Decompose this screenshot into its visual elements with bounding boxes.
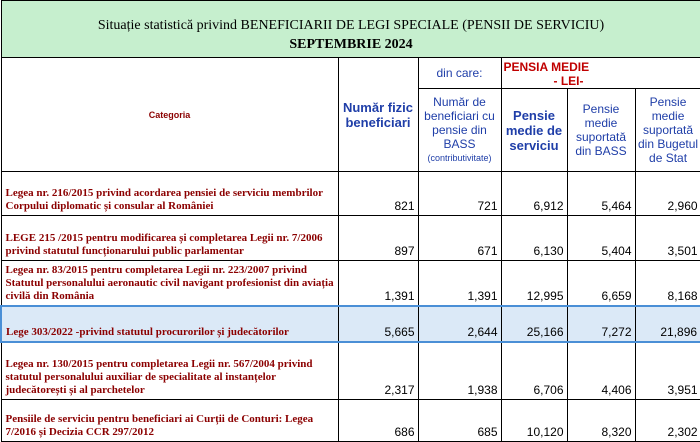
row-category: Lege 303/2022 -privind statutul procurorilor și judecătorilor [1, 306, 338, 342]
report-title: Situație statistică privind BENEFICIARII DE LEGI SPECIALE (PENSII DE SERVICIU) [2, 4, 700, 34]
row-nr-bass: 1,391 [418, 261, 501, 306]
header-din-care: din care: [418, 58, 501, 89]
header-nr-bass-note: (contributivitate) [419, 151, 501, 165]
row-medie-buget: 2,960 [635, 172, 700, 216]
header-pensie-bass: Pensie medie suportată din BASS [567, 89, 635, 172]
header-pensie-buget: Pensie medie suportată din Bugetul de Stat [635, 89, 700, 172]
row-nr-fizic: 1,391 [338, 261, 418, 306]
table-row-selected[interactable] [1, 306, 700, 342]
row-medie-buget: 21,896 [635, 306, 700, 342]
row-nr-bass: 721 [418, 172, 501, 216]
header-pensia-medie-label: PENSIA MEDIE [502, 58, 700, 74]
report-period: SEPTEMBRIE 2024 [2, 34, 700, 55]
row-medie-bass: 4,406 [567, 342, 635, 400]
row-medie-serviciu: 6,706 [501, 342, 567, 400]
row-nr-fizic: 5,665 [338, 306, 418, 342]
row-category: Pensiile de serviciu pentru beneficiari ai Curții de Conturi: Legea 7/2016 și Decizia CCR 297/2012 [1, 400, 338, 442]
row-medie-buget: 8,168 [635, 261, 700, 306]
report-title-cell [1, 1, 700, 58]
row-medie-bass: 7,272 [567, 306, 635, 342]
row-medie-serviciu: 6,130 [501, 216, 567, 261]
row-nr-fizic: 821 [338, 172, 418, 216]
row-nr-fizic: 686 [338, 400, 418, 442]
row-medie-serviciu: 25,166 [501, 306, 567, 342]
row-medie-serviciu: 10,120 [501, 400, 567, 442]
row-medie-buget: 2,302 [635, 400, 700, 442]
row-category: Legea nr. 83/2015 pentru completarea Legii nr. 223/2007 privind Statutul personalului aeronautic civil navigant profesionist din aviația civilă din România [1, 261, 338, 306]
row-nr-bass: 685 [418, 400, 501, 442]
row-category: Legea nr. 216/2015 privind acordarea pensiei de serviciu membrilor Corpului diplomatic și consular al României [1, 172, 338, 216]
row-medie-buget: 3,501 [635, 216, 700, 261]
row-medie-serviciu: 6,912 [501, 172, 567, 216]
header-category: Categoria [1, 58, 338, 172]
header-nr-bass-label: Număr de beneficiari cu pensie din BASS [419, 95, 501, 151]
row-medie-bass: 5,404 [567, 216, 635, 261]
row-nr-bass: 2,644 [418, 306, 501, 342]
row-nr-fizic: 2,317 [338, 342, 418, 400]
header-lei-label: - LEI- [502, 74, 700, 88]
row-nr-bass: 1,938 [418, 342, 501, 400]
table-row [1, 216, 700, 261]
row-nr-fizic: 897 [338, 216, 418, 261]
table-row [1, 261, 700, 306]
table-row [1, 342, 700, 400]
row-medie-bass: 8,320 [567, 400, 635, 442]
row-nr-bass: 671 [418, 216, 501, 261]
row-medie-serviciu: 12,995 [501, 261, 567, 306]
row-medie-buget: 3,951 [635, 342, 700, 400]
table-row [1, 172, 700, 216]
row-category: LEGE 215 /2015 pentru modificarea și completarea Legii nr. 7/2006 privind statutul funcționarului public parlamentar [1, 216, 338, 261]
header-nr-fizic: Număr fizic beneficiari [338, 58, 418, 172]
header-nr-bass [418, 89, 501, 172]
table-row [1, 400, 700, 442]
header-pensie-serviciu: Pensie medie de serviciu [501, 89, 567, 172]
row-category: Legea nr. 130/2015 pentru completarea Legii nr. 567/2004 privind statutul personalului auxiliar de specialitate al instanțelor judecătorești și al parchetelor [1, 342, 338, 400]
row-medie-bass: 5,464 [567, 172, 635, 216]
row-medie-bass: 6,659 [567, 261, 635, 306]
header-pensia-medie [501, 58, 700, 89]
